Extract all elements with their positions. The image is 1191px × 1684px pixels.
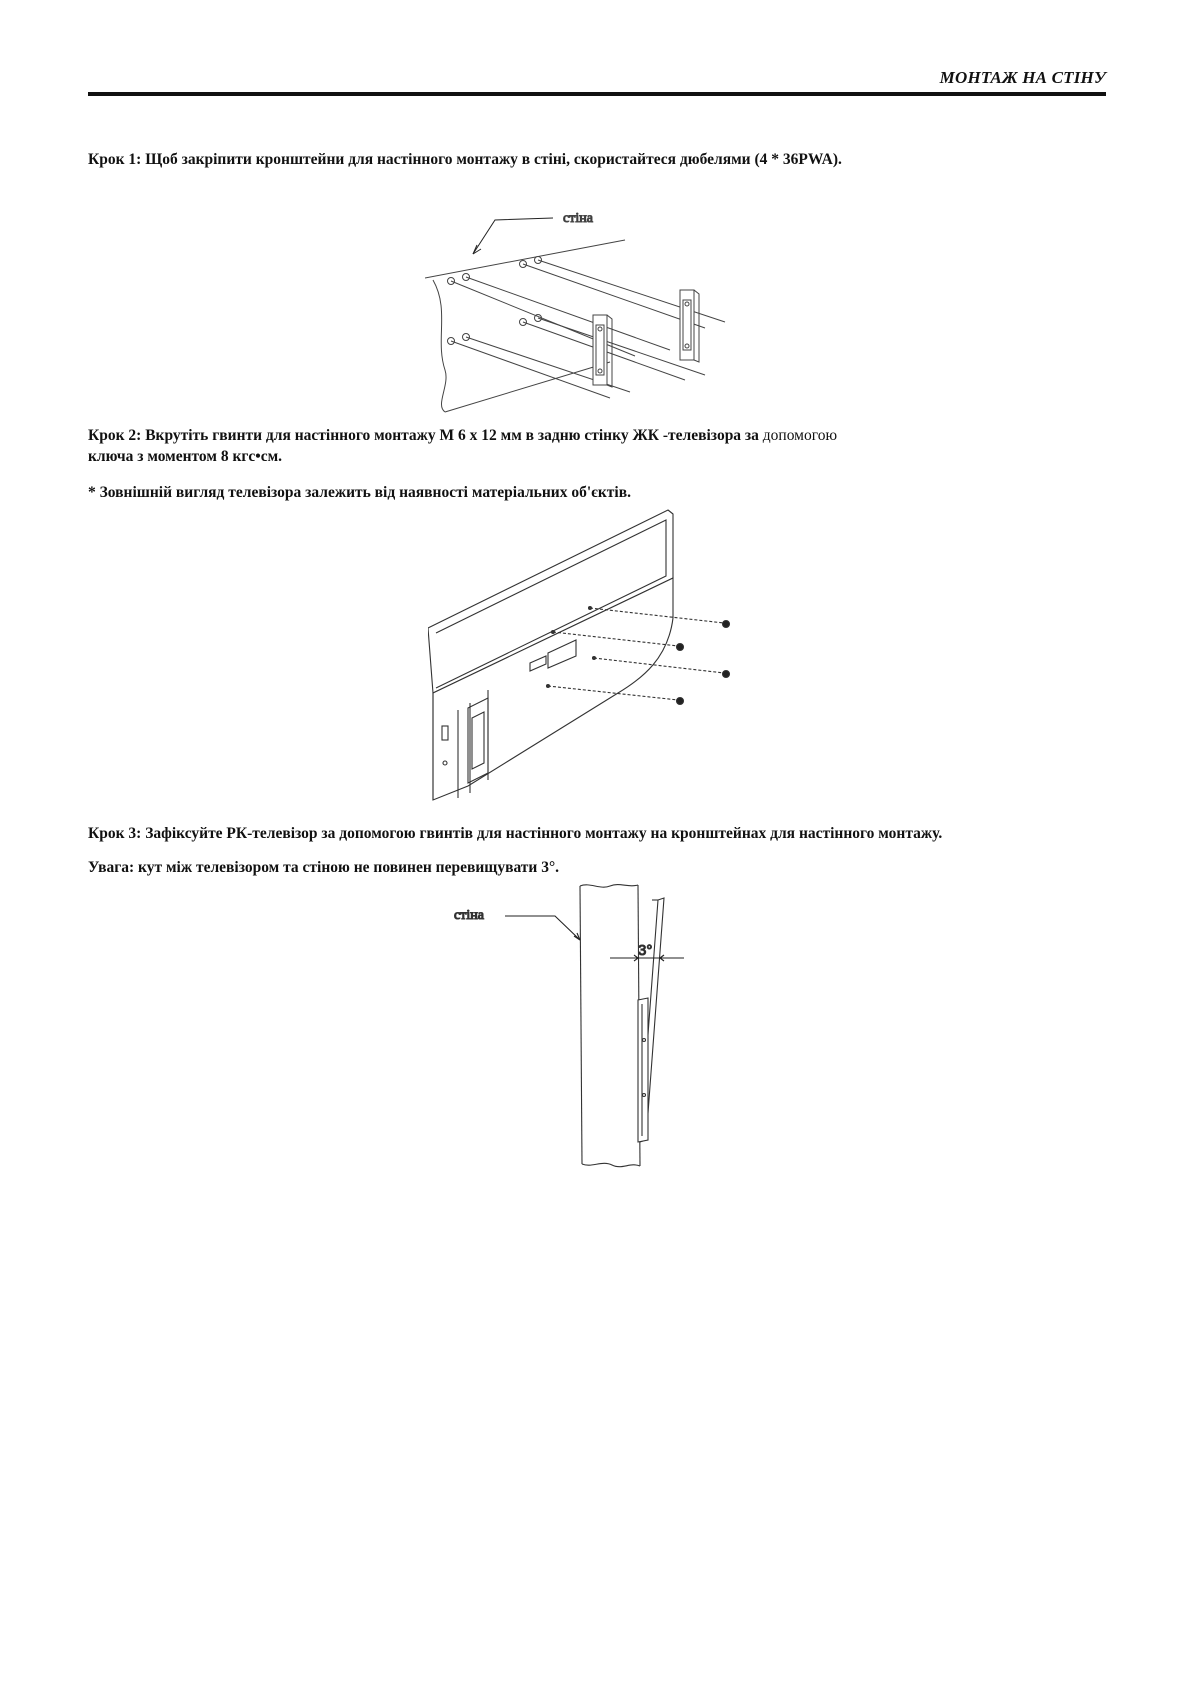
- step-2-text-line-2: ключа з моментом 8 кгс•см.: [88, 448, 283, 465]
- step-3-text: Крок 3: Зафіксуйте РК-телевізор за допомогою гвинтів для настінного монтажу на кронштейнах для настінного монтажу.: [88, 825, 943, 842]
- angle-label: 3°: [638, 942, 653, 959]
- figure-wall-brackets: [425, 200, 785, 420]
- header-divider: [88, 92, 1106, 96]
- figure-tv-back-screws: [428, 508, 748, 808]
- step-2-tail: допомогою: [762, 427, 838, 444]
- step-1-text: Крок 1: Щоб закріпити кронштейни для настінного монтажу в стіні, скористайтеся дюбелями (4 * 36PWA).: [88, 151, 842, 168]
- figure-side-view-angle: [450, 880, 690, 1170]
- step-2-main: Крок 2: Вкрутіть гвинти для настінного монтажу M 6 x 12 мм в задню стінку ЖК -телевізора за: [88, 427, 759, 444]
- warning-text: Увага: кут між телевізором та стіною не повинен перевищувати 3°.: [88, 859, 560, 876]
- step-2-text-line-1: [88, 426, 837, 445]
- appearance-note: * Зовнішній вигляд телевізора залежить від наявності матеріальних об'єктів.: [88, 484, 631, 501]
- wall-label: стіна: [563, 211, 593, 226]
- wall-label-side: стіна: [454, 908, 484, 923]
- page-title: МОНТАЖ НА СТІНУ: [939, 68, 1106, 87]
